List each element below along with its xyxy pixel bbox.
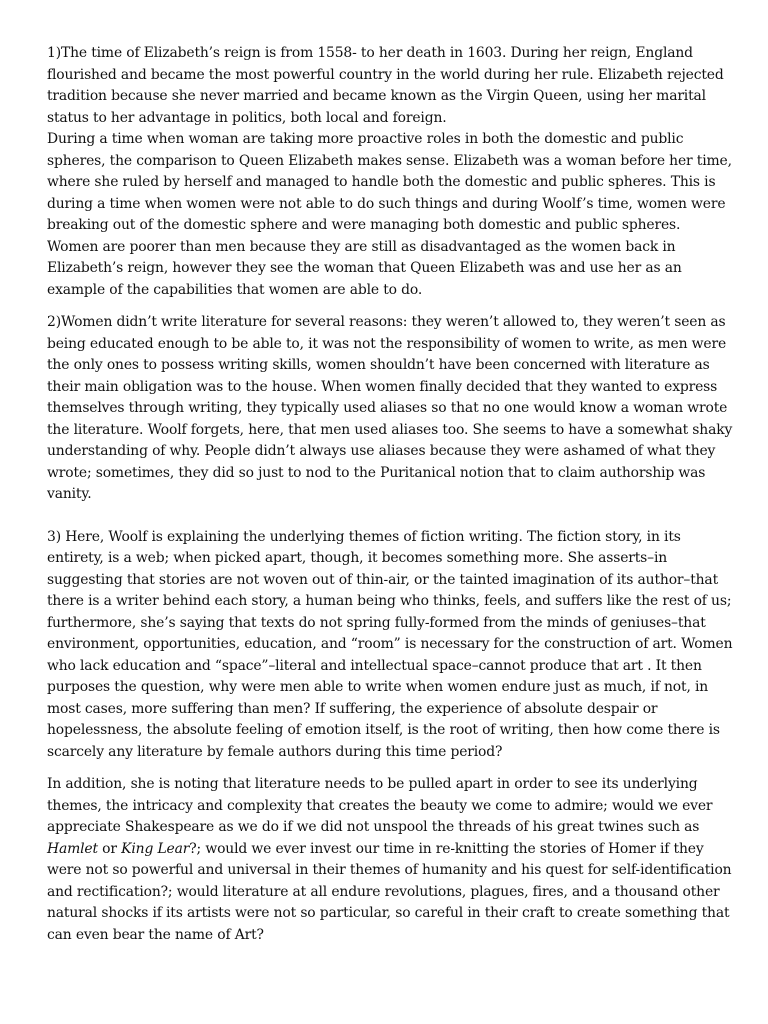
section-2-paragraph-1: 2)Women didn’t write literature for several reasons: they weren’t allowed to, they weren’t seen as being educated enough to be able to, it was not the responsibility of women to write, as men were the only ones to possess writing skills, women shouldn’t have been concerned with literature as their main obligation was to the house. When women finally decided that they wanted to express themselves through writing, they typically used aliases so that no one would know a woman wrote the literature. Woolf forgets, here, that men used aliases too. She seems to have a somewhat shaky understanding of why. People didn’t always use aliases because they were ashamed of what they wrote; sometimes, they did so just to nod to the Puritanical notion that to claim authorship was vanity. xyxy=(47,314,733,502)
document-page xyxy=(47,43,737,946)
king-lear-title: King Lear xyxy=(121,840,190,857)
section-3-paragraph-2-text-or: or xyxy=(97,840,122,857)
section-1 xyxy=(47,43,737,301)
section-3-paragraph-2-text-b: ?; would we ever invest our time in re-knitting the stories of Homer if they were not so powerful and universal in their themes of humanity and his quest for self-identification and rectification?; would literature at all endure revolutions, plagues, fires, and a thousand other natural shocks if its artists were not so particular, so careful in their craft to create something that can even bear the name of Art? xyxy=(47,840,732,943)
section-1-paragraph-1: 1)The time of Elizabeth’s reign is from 1558- to her death in 1603. During her reign, England flourished and became the most powerful country in the world during her rule. Elizabeth rejected tradition because she never married and became known as the Virgin Queen, using her marital status to her advantage in politics, both local and foreign. xyxy=(47,45,724,126)
section-3 xyxy=(47,527,737,947)
section-1-paragraph-3: Women are poorer than men because they are still as disadvantaged as the women back in Elizabeth’s reign, however they see the woman that Queen Elizabeth was and use her as an example of the capabilities that women are able to do. xyxy=(47,238,682,298)
section-1-paragraph-2: During a time when woman are taking more proactive roles in both the domestic and public spheres, the comparison to Queen Elizabeth makes sense. Elizabeth was a woman before her time, where she ruled by herself and managed to handle both the domestic and public spheres. This is during a time when women were not able to do such things and during Woolf’s time, women were breaking out of the domestic sphere and were managing both domestic and public spheres. xyxy=(47,131,732,233)
section-2 xyxy=(47,312,737,506)
section-3-paragraph-2-text-a: In addition, she is noting that literature needs to be pulled apart in order to see its underlying themes, the intricacy and complexity that creates the beauty we come to admire; would we ever appreciate Shakespeare as we do if we did not unspool the threads of his great twines such as xyxy=(47,776,713,835)
section-3-paragraph-1: 3) Here, Woolf is explaining the underlying themes of fiction writing. The fiction story, in its entirety, is a web; when picked apart, though, it becomes something more. She asserts–in suggesting that stories are not woven out of thin-air, or the tainted imagination of its author–that there is a writer behind each story, a human being who thinks, feels, and suffers like the rest of us; furthermore, she’s saying that texts do not spring fully-formed from the minds of geniuses–that environment, opportunities, education, and “room” is necessary for the construction of art. Women who lack education and “space”–literal and intellectual space–cannot produce that art . It then purposes the question, why were men able to write when women endure just as much, if not, in most cases, more suffering than men? If suffering, the experience of absolute despair or hopelessness, the absolute feeling of emotion itself, is the root of writing, then how come there is scarcely any literature by female authors during this time period? xyxy=(47,528,733,760)
section-3-paragraph-2 xyxy=(47,774,737,946)
hamlet-title: Hamlet xyxy=(47,840,98,857)
